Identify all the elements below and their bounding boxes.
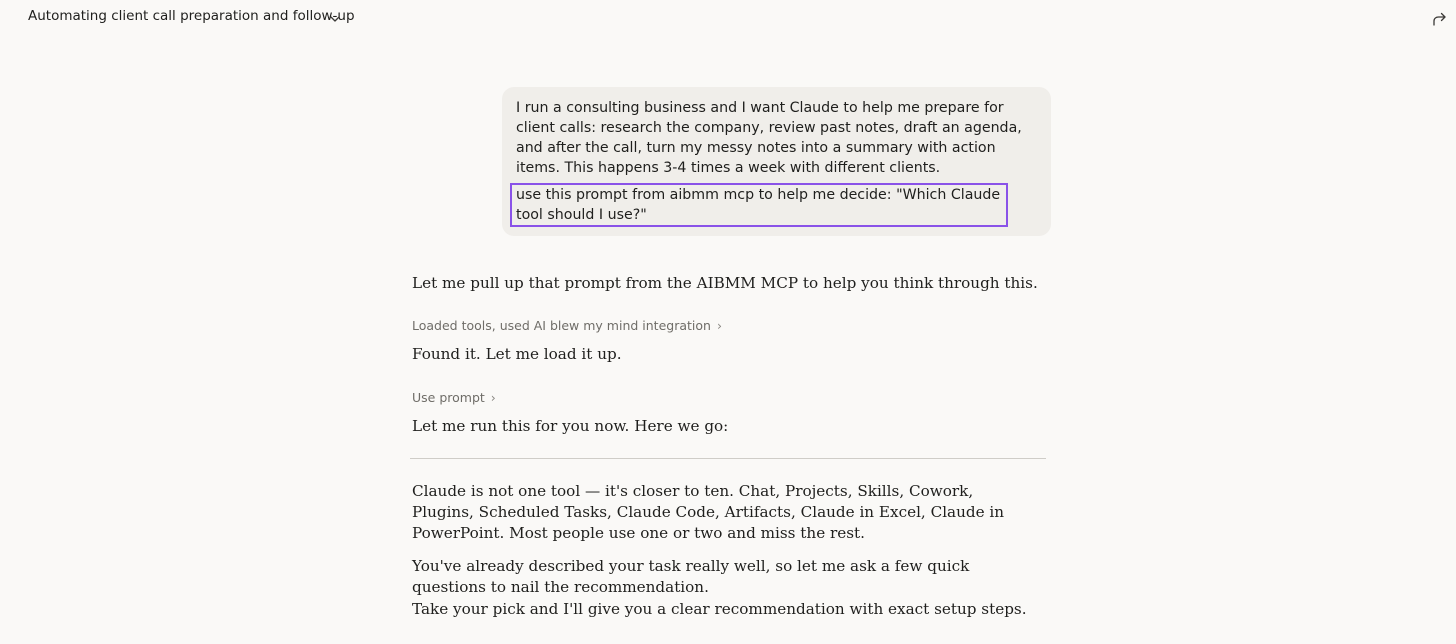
assistant-found: Found it. Let me load it up. [412, 345, 622, 363]
chevron-right-icon: › [716, 318, 722, 333]
chevron-right-icon: › [490, 390, 496, 405]
tool-step-label: Loaded tools, used AI blew my mind integration [412, 318, 711, 333]
assistant-paragraph-1: Claude is not one tool — it's closer to ten. Chat, Projects, Skills, Cowork, Plugins, Scheduled Tasks, Claude Code, Artifacts, Claude in Excel, Claude in PowerPoint. Most people use one or two and miss the rest. [412, 482, 1005, 542]
chevron-down-icon[interactable] [328, 12, 342, 26]
divider [410, 458, 1046, 459]
assistant-paragraph-3: Take your pick and I'll give you a clear recommendation with exact setup steps. [412, 600, 1027, 618]
user-message-text: I run a consulting business and I want Claude to help me prepare for client calls: research the company, review past notes, draft an agenda, and after the call, turn my messy notes into a summary with action items. This happens 3-4 times a week with different clients. [516, 100, 1022, 176]
assistant-intro: Let me pull up that prompt from the AIBMM MCP to help you think through this. [412, 274, 1038, 292]
share-arrow-icon[interactable] [1430, 10, 1448, 28]
user-message-highlighted-text: use this prompt from aibmm mcp to help me decide: "Which Claude tool should I use?" [516, 187, 1001, 223]
conversation-header [0, 0, 1456, 38]
tool-step-loaded-tools[interactable] [412, 318, 722, 333]
tool-step-label: Use prompt [412, 390, 485, 405]
conversation-title[interactable]: Automating client call preparation and follow-up [28, 8, 355, 24]
user-message-bubble [502, 87, 1051, 236]
assistant-run: Let me run this for you now. Here we go: [412, 417, 729, 435]
assistant-paragraph-2: You've already described your task really well, so let me ask a few quick questions to nail the recommendation. [412, 557, 970, 596]
tool-step-use-prompt[interactable] [412, 390, 496, 405]
